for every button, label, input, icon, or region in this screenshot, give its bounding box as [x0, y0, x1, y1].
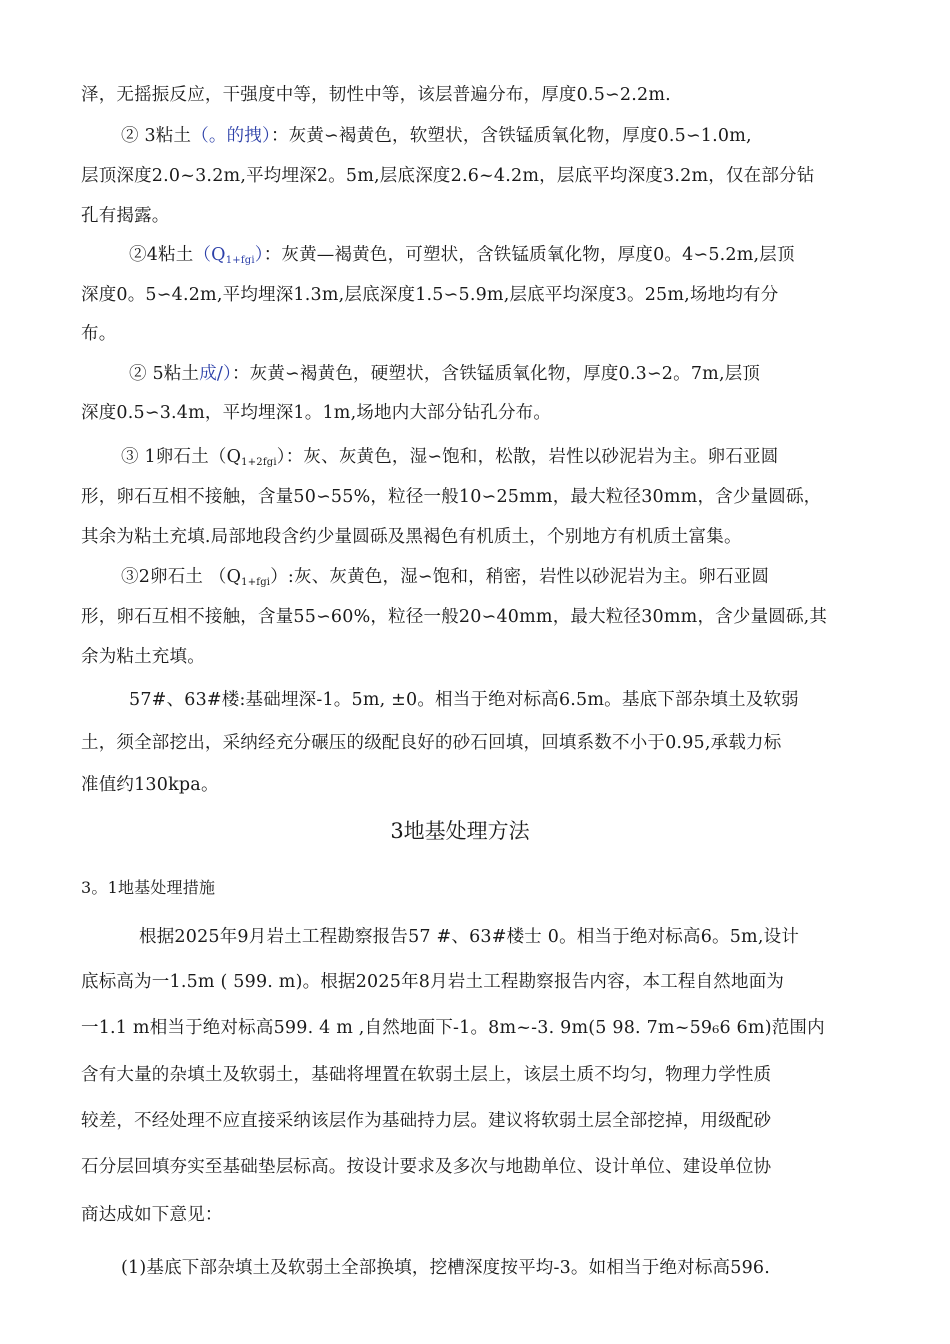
- body-line: 一1.1 m相当于绝对标高599. 4 m ,自然地面下-1。8m~-3. 9m(5 98. 7m~59₆6 6m)范围内: [81, 1018, 825, 1038]
- soil-code-annotation: $(Q_{1+fgi})$: [193, 245, 264, 266]
- paragraph-line: 孔有揭露。: [81, 206, 170, 226]
- soil-code-annotation: （。的拽）: [191, 126, 271, 146]
- body-line: 较差，不经处理不应直接采纳该层作为基础持力层。建议将软弱土层全部挖掉，用级配砂: [81, 1111, 772, 1131]
- paragraph-line: 层顶深度2.0~3.2m,平均埋深2。5m,层底深度2.6~4.2m，层底平均深度3.2m，仅在部分钻: [81, 166, 815, 186]
- soil-code-annotation: 成/）: [199, 364, 232, 384]
- list-item: (1)基底下部杂填土及软弱土全部换填，挖槽深度按平均-3。如相当于绝对标高596.: [121, 1258, 770, 1278]
- paragraph-line: ③2卵石土 $(Q_{1+fgi})$:灰、灰黄色，湿∽饱和，稍密，岩性以砂泥岩为主。卵石亚圆: [121, 567, 770, 588]
- paragraph-line: 形，卵石互相不接触，含量55∽60%，粒径一般20∽40mm，最大粒径30mm，含少量圆砾,其: [81, 607, 828, 627]
- paragraph-line: ③ 1卵石土$(Q_{1+2fgi})$：灰、灰黄色，湿∽饱和，松散，岩性以砂泥岩为主。卵石亚圆: [121, 447, 779, 468]
- paragraph-line: ② 3粘土（。的拽）：灰黄∽褐黄色，软塑状，含铁锰质氧化物，厚度0.5∽1.0m,: [121, 126, 752, 146]
- paragraph-line: 57#、63#楼:基础埋深-1。5m, ±0。相当于绝对标高6.5m。基底下部杂填土及软弱: [129, 690, 799, 710]
- body-line: 根据2025年9月岩土工程勘察报告57 #、63#楼士 0。相当于绝对标高6。5m,设计: [139, 927, 800, 947]
- paragraph-line: ② 5粘土成/）：灰黄∽褐黄色，硬塑状，含铁锰质氧化物，厚度0.3∽2。7m,层顶: [129, 364, 761, 384]
- paragraph-line: 其余为粘土充填.局部地段含约少量圆砾及黑褐色有机质土，个别地方有机质土富集。: [81, 527, 742, 547]
- paragraph-line: 深度0。5∽4.2m,平均埋深1.3m,层底深度1.5∽5.9m,层底平均深度3。25m,场地均有分: [81, 285, 779, 305]
- paragraph-line: 深度0.5∽3.4m，平均埋深1。1m,场地内大部分钻孔分布。: [81, 403, 552, 423]
- paragraph-line: 布。: [81, 324, 117, 344]
- paragraph-line: 准值约130kpa。: [81, 775, 219, 795]
- body-line: 含有大量的杂填土及软弱土，基础将埋置在软弱土层上，该层土质不均匀，物理力学性质: [81, 1065, 772, 1085]
- paragraph-line: 土，须全部挖出，采纳经充分碾压的级配良好的砂石回填，回填系数不小于0.95,承载力标: [81, 733, 782, 753]
- body-line: 石分层回填夯实至基础垫层标高。按设计要求及多次与地勘单位、设计单位、建设单位协: [81, 1157, 772, 1177]
- subsection-title: 3。1地基处理措施: [81, 878, 216, 897]
- section-title: 3地基处理方法: [390, 819, 530, 843]
- paragraph-line: 泽，无摇振反应，干强度中等，韧性中等，该层普遍分布，厚度0.5∽2.2m.: [81, 85, 671, 105]
- paragraph-line: ②4粘土$(Q_{1+fgi})$：灰黄—褐黄色，可塑状，含铁锰质氧化物，厚度0。4∽5.2m,层顶: [129, 245, 795, 266]
- paragraph-line: 形，卵石互相不接触，含量50∽55%，粒径一般10∽25mm，最大粒径30mm，含少量圆砾，: [81, 487, 822, 507]
- body-line: 底标高为一1.5m ( 599. m)。根据2025年8月岩土工程勘察报告内容，本工程自然地面为: [81, 972, 785, 992]
- body-line: 商达成如下意见：: [81, 1205, 223, 1225]
- paragraph-line: 余为粘土充填。: [81, 647, 205, 667]
